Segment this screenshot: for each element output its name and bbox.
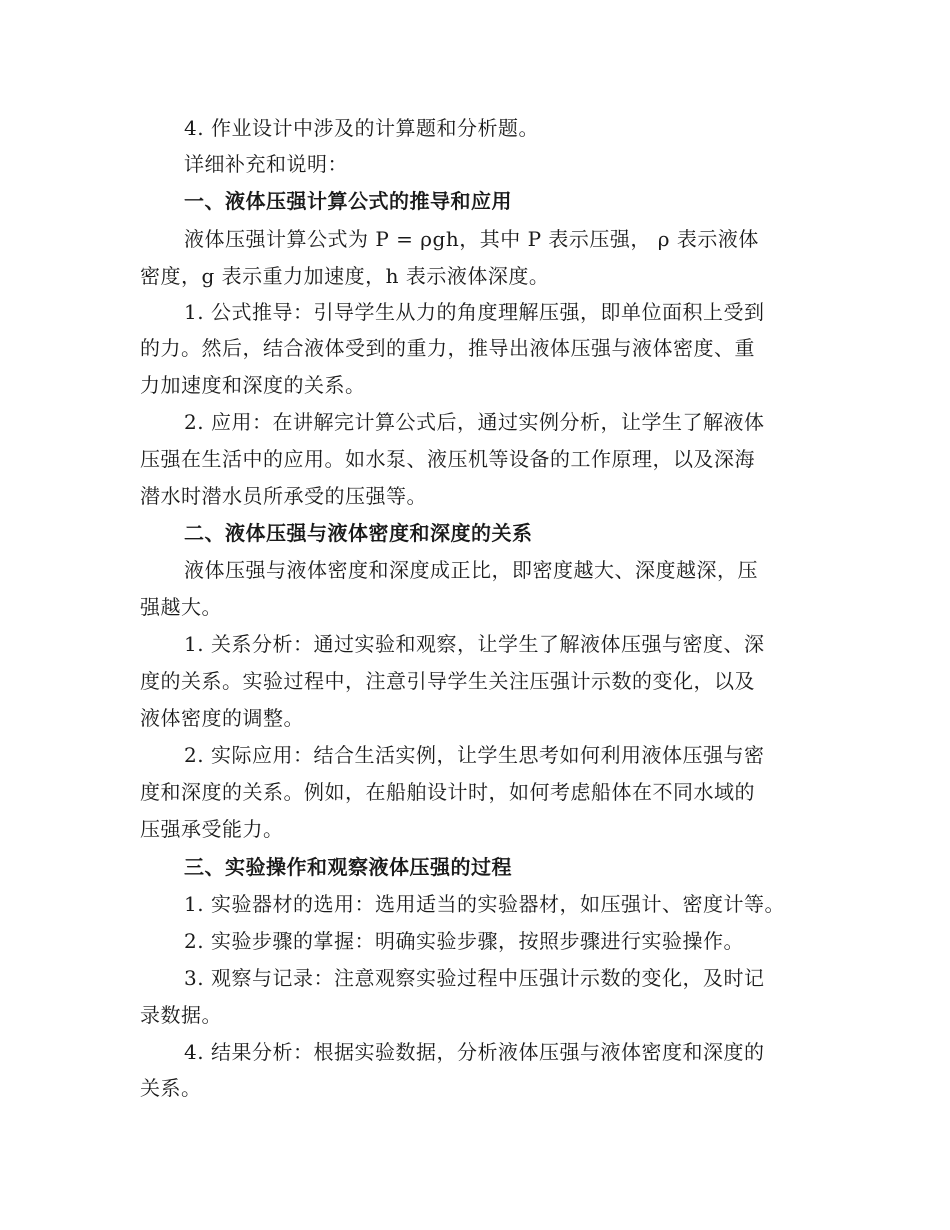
section-heading-3: 三、实验操作和观察液体压强的过程	[184, 855, 512, 879]
paragraph-line: 液体密度的调整。	[140, 706, 304, 730]
paragraph-line: 2. 实际应用：结合生活实例，让学生思考如何利用液体压强与密	[184, 743, 765, 767]
list-item: 4. 结果分析：根据实验数据，分析液体压强与液体密度和深度的	[184, 1040, 765, 1064]
list-item: 2. 实验步骤的掌握：明确实验步骤，按照步骤进行实验操作。	[184, 929, 744, 953]
paragraph-line: 液体压强计算公式为 P = ρgh，其中 P 表示压强， ρ 表示液体	[184, 227, 759, 251]
paragraph-line: 的力。然后，结合液体受到的重力，推导出液体压强与液体密度、重	[140, 336, 755, 360]
paragraph-line: 度和深度的关系。例如，在船舶设计时，如何考虑船体在不同水域的	[140, 780, 755, 804]
paragraph-line: 录数据。	[140, 1003, 222, 1027]
paragraph-line: 1. 关系分析：通过实验和观察，让学生了解液体压强与密度、深	[184, 632, 765, 656]
section-heading-2: 二、液体压强与液体密度和深度的关系	[184, 521, 533, 545]
paragraph-line: 压强承受能力。	[140, 817, 284, 841]
paragraph-line: 液体压强与液体密度和深度成正比，即密度越大、深度越深，压	[184, 558, 758, 582]
list-item: 1. 实验器材的选用：选用适当的实验器材，如压强计、密度计等。	[184, 892, 785, 916]
paragraph-line: 1. 公式推导：引导学生从力的角度理解压强，即单位面积上受到	[184, 300, 765, 324]
paragraph-line: 关系。	[140, 1076, 202, 1100]
intro-label: 详细补充和说明：	[184, 152, 348, 176]
paragraph-line: 压强在生活中的应用。如水泵、液压机等设备的工作原理，以及深海	[140, 447, 755, 471]
paragraph-line: 力加速度和深度的关系。	[140, 373, 366, 397]
section-heading-1: 一、液体压强计算公式的推导和应用	[184, 189, 512, 213]
list-item-4-homework: 4. 作业设计中涉及的计算题和分析题。	[184, 116, 539, 140]
paragraph-line: 度的关系。实验过程中，注意引导学生关注压强计示数的变化，以及	[140, 669, 755, 693]
paragraph-line: 强越大。	[140, 595, 222, 619]
paragraph-line: 潜水时潜水员所承受的压强等。	[140, 484, 427, 508]
list-item: 3. 观察与记录：注意观察实验过程中压强计示数的变化，及时记	[184, 966, 765, 990]
paragraph-line: 2. 应用：在讲解完计算公式后，通过实例分析，让学生了解液体	[184, 410, 765, 434]
paragraph-line: 密度，g 表示重力加速度，h 表示液体深度。	[140, 264, 550, 288]
